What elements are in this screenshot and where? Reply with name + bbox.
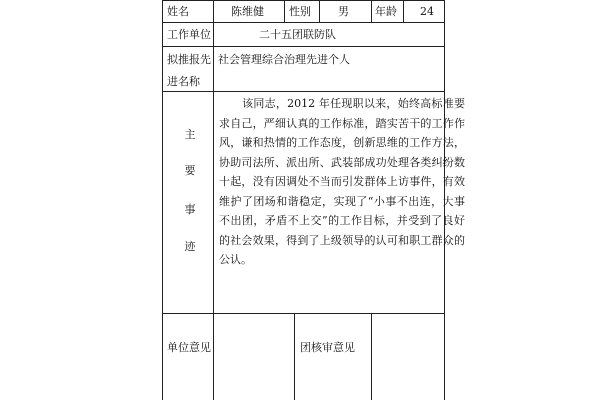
age-label: 年龄	[375, 5, 397, 18]
table-col-divider-row1-b	[319, 0, 320, 22]
table-col-divider-opinion-a	[294, 313, 295, 400]
deeds-paragraph: 该同志，2012 年任现职以来，始终高标准要求自己，严细认真的工作标准，踏实苦干的工作作风，谦和热情的工作态度，创新思维的工作方法，协助司法所、派出所、武装部成功处理各类纠纷数十起，没有因调处不当而引发群体上访事件，有效维护了团场和谐稳定，实现了“小事不出连，大事不出团，矛盾不上交”的工作目标，并受到了良好的社会效果，得到了上级领导的认可和职工群众的公认。	[219, 97, 465, 266]
work-unit-value: 二十五团联防队	[259, 28, 336, 41]
honor-label-line2: 进名称	[167, 74, 200, 88]
deeds-label-char-1: 主	[184, 128, 196, 141]
name-label: 姓名	[167, 5, 189, 18]
unit-opinion-field[interactable]	[214, 314, 294, 400]
deeds-label-char-2: 要	[184, 164, 196, 177]
deeds-label-char-3: 事	[184, 203, 196, 216]
deeds-text	[219, 94, 465, 270]
name-value: 陈维健	[231, 5, 264, 18]
gender-value: 男	[338, 5, 349, 18]
honor-label-line1: 拟推报先	[167, 52, 211, 66]
table-col-divider-row1-c	[371, 0, 372, 22]
gender-label: 性别	[289, 5, 311, 18]
table-row-divider-3	[162, 91, 445, 92]
table-row-divider-2	[162, 46, 445, 47]
deeds-label-char-4: 迹	[184, 240, 196, 253]
unit-opinion-label: 单位意见	[167, 340, 211, 354]
work-unit-label: 工作单位	[167, 28, 211, 41]
review-opinion-field[interactable]	[372, 314, 444, 400]
honor-value: 社会管理综合治理先进个人	[218, 52, 350, 66]
table-border-left	[162, 0, 163, 400]
table-col-divider-row1-a	[284, 0, 285, 22]
review-opinion-label: 团核审意见	[300, 340, 355, 354]
age-value: 24	[420, 5, 434, 18]
table-col-divider-row1-d	[403, 0, 404, 22]
